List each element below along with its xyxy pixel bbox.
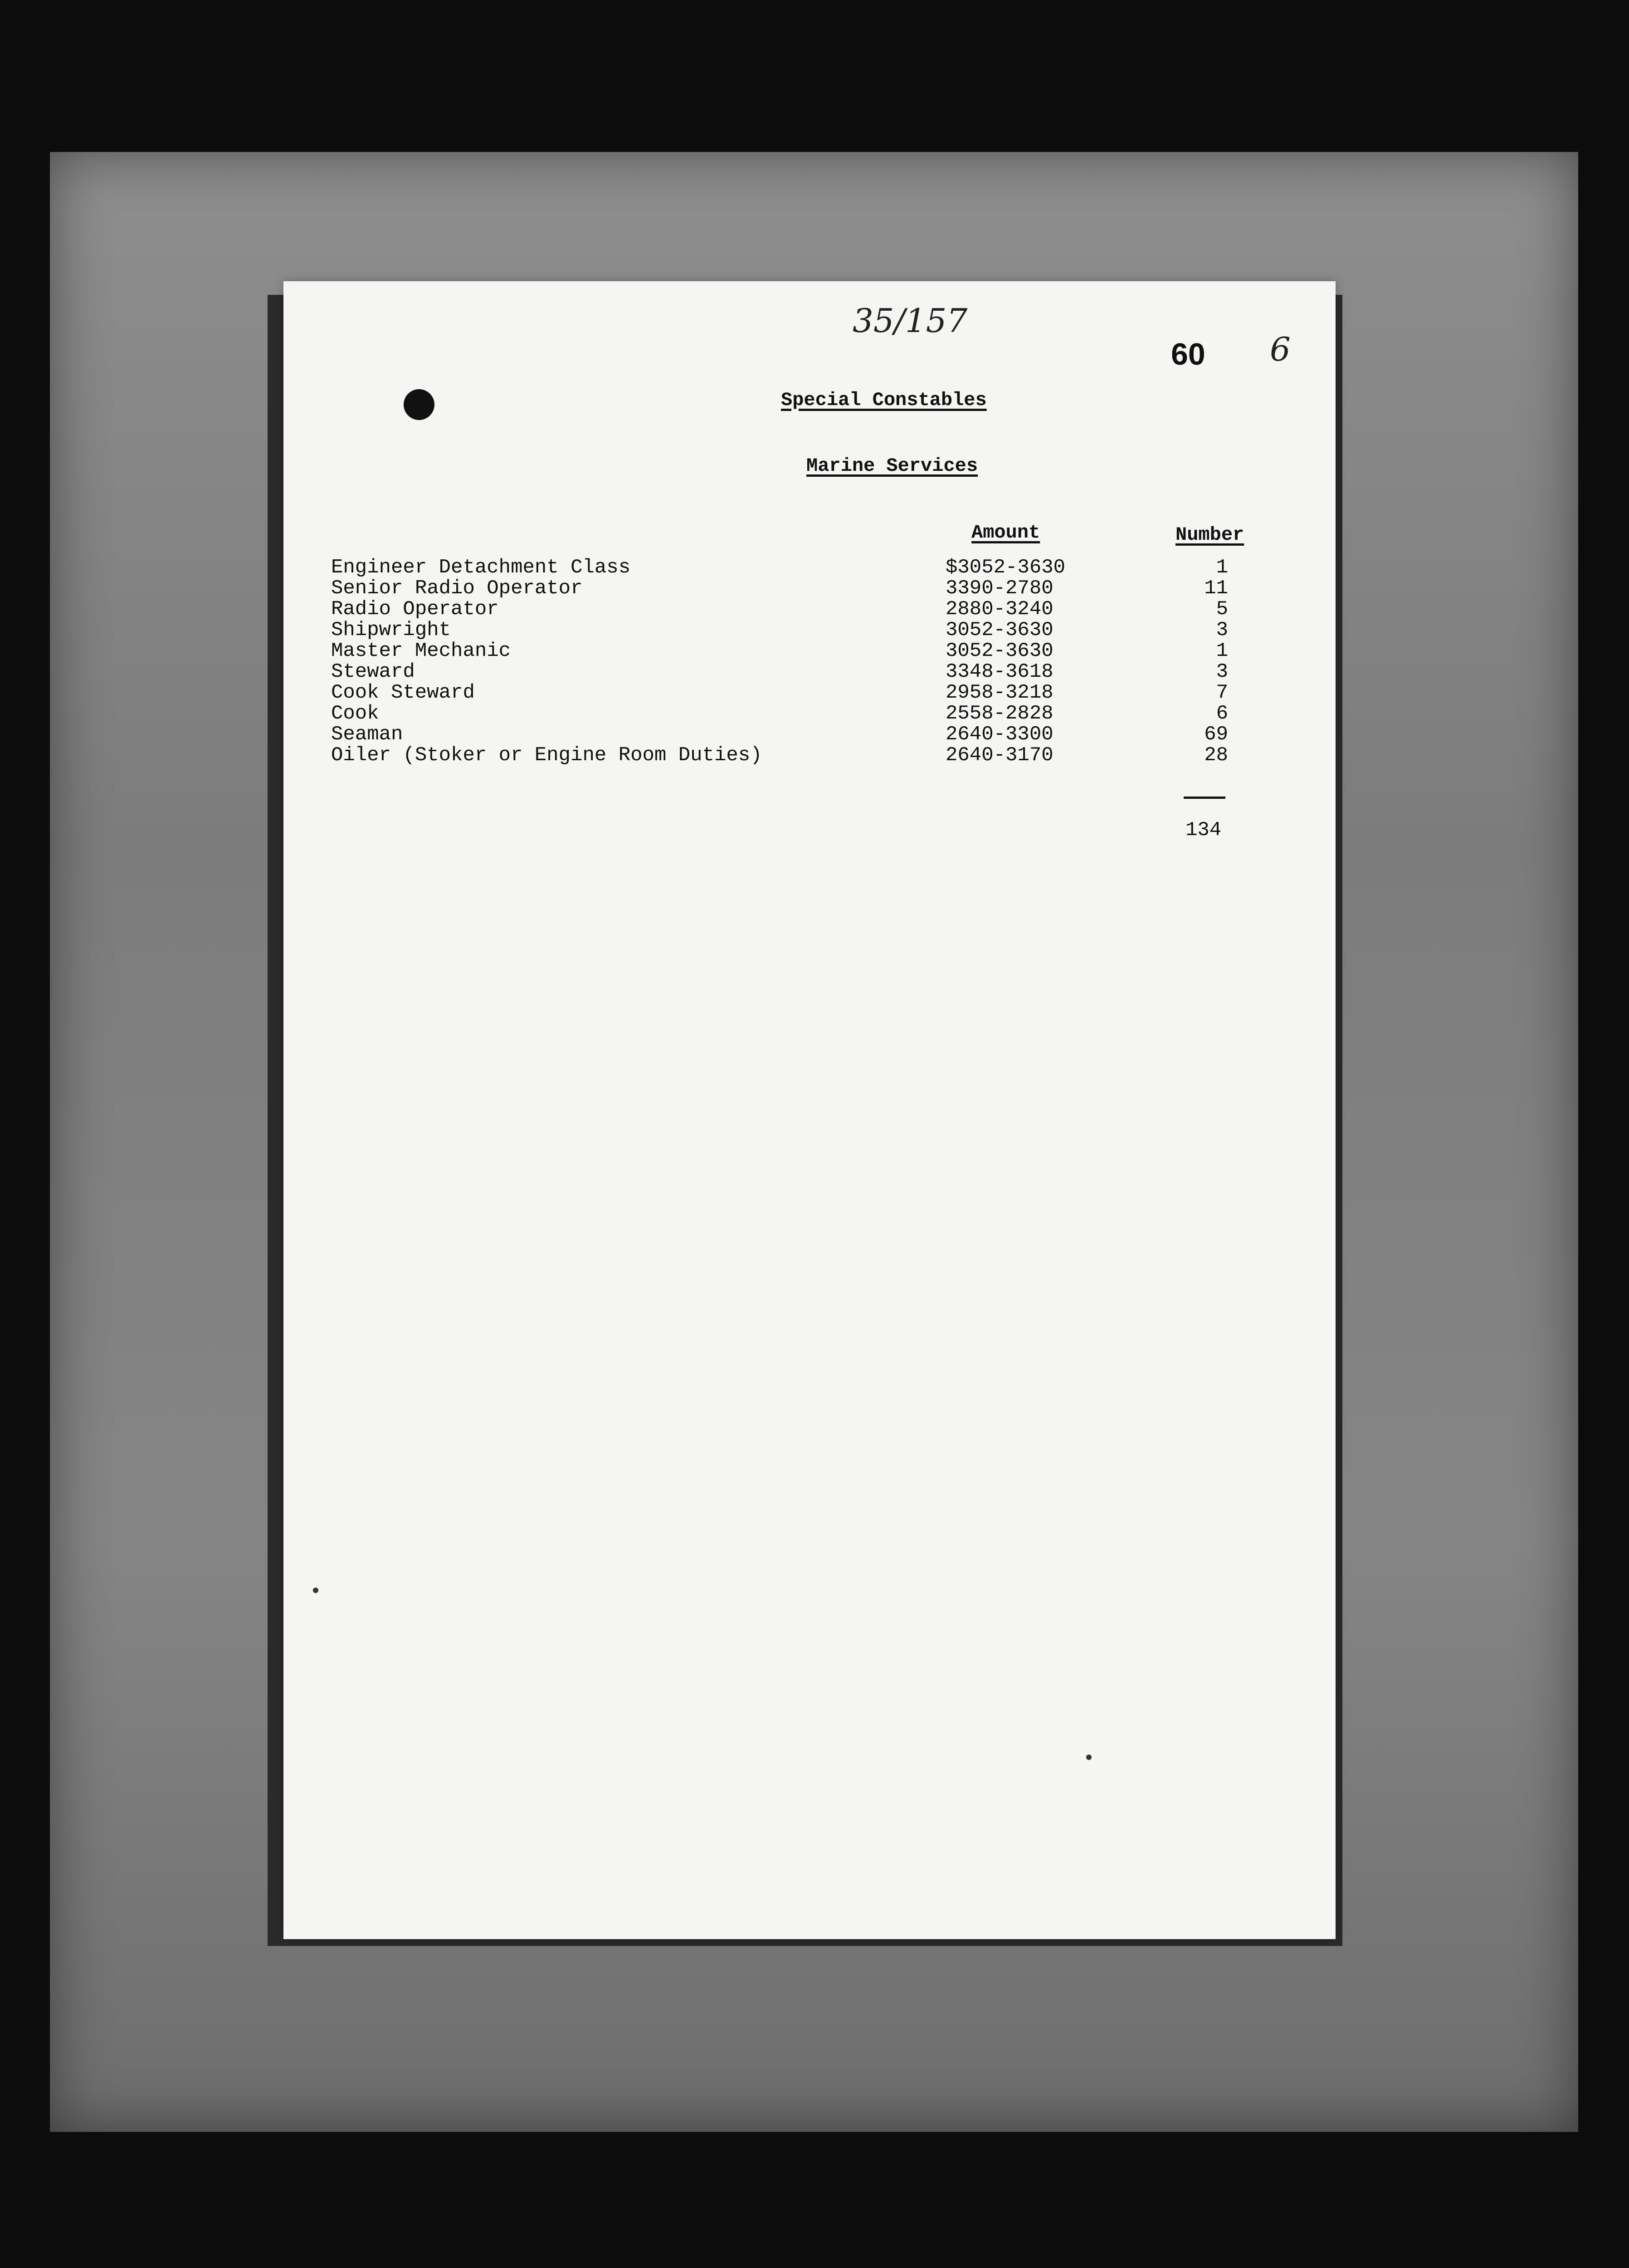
table-row xyxy=(331,557,1265,578)
row-number: 6 xyxy=(1216,702,1228,725)
table-row xyxy=(331,640,1265,661)
row-number: 7 xyxy=(1216,681,1228,704)
handwritten-page-number: 6 xyxy=(1270,330,1291,368)
row-class: Cook Steward xyxy=(331,681,475,704)
row-number: 3 xyxy=(1216,660,1228,683)
stamped-page-number: 60 xyxy=(1171,337,1205,371)
table-row xyxy=(331,682,1265,703)
table-row xyxy=(331,578,1265,599)
row-class: Radio Operator xyxy=(331,598,499,621)
total-number: 134 xyxy=(1185,819,1222,841)
total-rule xyxy=(1184,797,1225,799)
row-class: Engineer Detachment Class xyxy=(331,556,631,579)
row-number: 11 xyxy=(1204,577,1228,600)
row-amount: 3348-3618 xyxy=(946,660,1053,683)
row-class: Steward xyxy=(331,660,415,683)
row-number: 1 xyxy=(1216,640,1228,662)
row-number: 3 xyxy=(1216,619,1228,641)
row-class: Seaman xyxy=(331,723,403,746)
paper-speck xyxy=(1086,1755,1092,1760)
row-amount: 2640-3170 xyxy=(946,744,1053,767)
column-header-number: Number xyxy=(1175,524,1244,546)
row-class: Shipwright xyxy=(331,619,451,641)
row-amount: 2558-2828 xyxy=(946,702,1053,725)
row-number: 28 xyxy=(1204,744,1228,767)
table-row xyxy=(331,703,1265,724)
table-row xyxy=(331,661,1265,682)
row-amount: 2880-3240 xyxy=(946,598,1053,621)
paper-speck xyxy=(313,1588,318,1593)
row-number: 5 xyxy=(1216,598,1228,621)
document-title: Special Constables xyxy=(781,389,987,411)
row-amount: 3052-3630 xyxy=(946,619,1053,641)
row-number: 69 xyxy=(1204,723,1228,746)
row-class: Senior Radio Operator xyxy=(331,577,583,600)
row-amount: 2640-3300 xyxy=(946,723,1053,746)
handwritten-reference: 35/157 xyxy=(853,302,968,340)
table-row xyxy=(331,620,1265,640)
row-class: Cook xyxy=(331,702,379,725)
row-amount: $3052-3630 xyxy=(946,556,1066,579)
row-class: Master Mechanic xyxy=(331,640,511,662)
row-amount: 3390-2780 xyxy=(946,577,1053,600)
table-row xyxy=(331,724,1265,745)
column-header-amount: Amount xyxy=(971,522,1040,543)
table-row xyxy=(331,599,1265,620)
table-row xyxy=(331,745,1265,766)
row-amount: 2958-3218 xyxy=(946,681,1053,704)
document-subtitle: Marine Services xyxy=(806,455,978,477)
row-amount: 3052-3630 xyxy=(946,640,1053,662)
row-number: 1 xyxy=(1216,556,1228,579)
punch-hole xyxy=(404,389,434,420)
row-class: Oiler (Stoker or Engine Room Duties) xyxy=(331,744,762,767)
